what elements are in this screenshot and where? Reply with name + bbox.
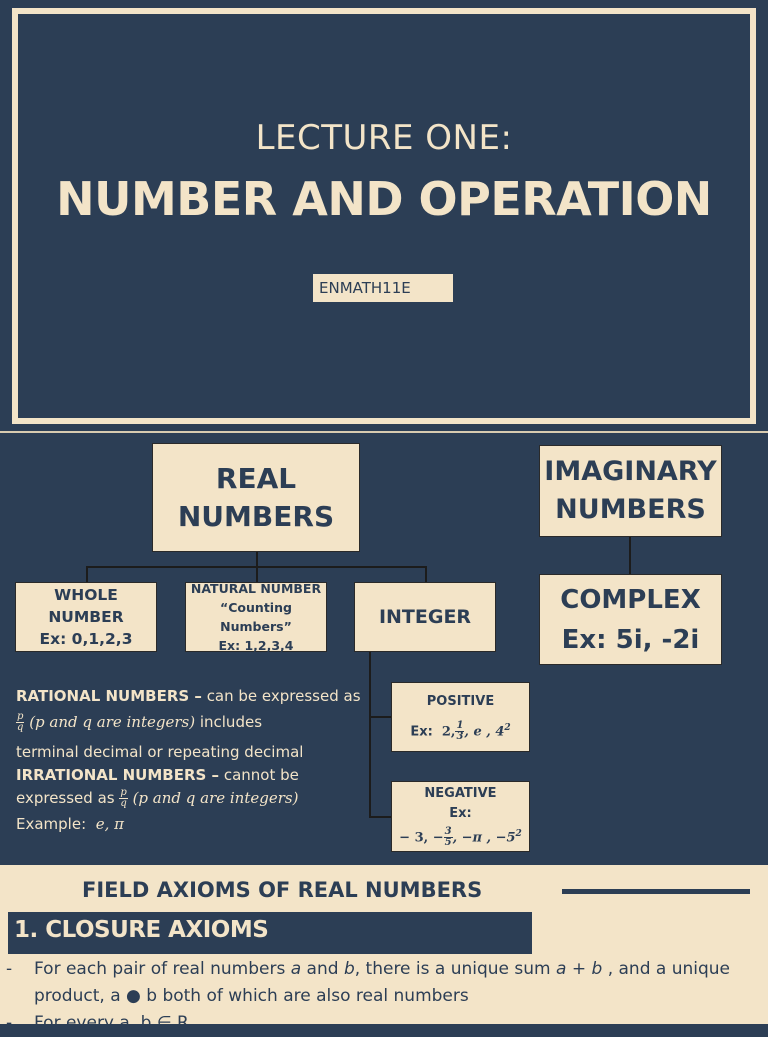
connector-complex [629, 537, 631, 574]
expressed-as-text: expressed as [16, 789, 115, 807]
example-line [16, 811, 366, 837]
irrational-line-1 [16, 765, 366, 785]
frac-q-2: q [120, 798, 127, 809]
negative-label: NEGATIVE [424, 786, 497, 801]
example-label: Example: [16, 815, 87, 833]
negative-box [391, 781, 530, 852]
terminal-decimal-text: terminal decimal or repeating decimal [16, 743, 304, 761]
positive-example [410, 715, 510, 745]
b1-sum-expr: a + b [556, 959, 603, 979]
negative-ex-sup: 2 [515, 829, 522, 839]
pq-condition: (p and q are integers) [29, 713, 196, 731]
whole-number-box [15, 582, 157, 652]
natural-line-1: NATURAL NUMBER [190, 581, 322, 596]
imaginary-line-2: NUMBERS [555, 494, 706, 525]
bullet-1-line-1 [34, 956, 764, 983]
b1-var-b: b [343, 959, 355, 979]
connector-negative [369, 816, 391, 818]
bullet-1-line-2: product, a ● b both of which are also real numbers [34, 986, 469, 1006]
closure-axioms-title: 1. CLOSURE AXIOMS [14, 917, 269, 943]
whole-line-1: WHOLE [54, 586, 118, 604]
negative-frac-num: 3 [444, 826, 452, 838]
irrational-desc: cannot be [219, 766, 299, 784]
pq-condition-2: (p and q are integers) [132, 789, 299, 807]
natural-number-box [185, 582, 327, 652]
integer-label: INTEGER [378, 606, 472, 628]
frac-p: p [17, 711, 24, 722]
connector-positive [369, 716, 391, 718]
real-line-1: REAL [215, 461, 297, 495]
negative-frac-den: 5 [444, 837, 452, 849]
lecture-title: NUMBER AND OPERATION [56, 172, 712, 226]
complex-box [539, 574, 722, 665]
b1-rest: , and a unique [602, 959, 731, 979]
connector-whole [86, 566, 88, 582]
positive-label: POSITIVE [426, 693, 495, 709]
closure-bullet-1 [34, 956, 764, 1010]
lecture-number: LECTURE ONE: [255, 118, 513, 158]
positive-ex-sup: 2 [504, 722, 511, 733]
negative-ex-a: − 3, − [399, 830, 444, 846]
frac-p-2: p [120, 787, 127, 798]
whole-line-2: NUMBER [48, 608, 124, 626]
heading-rule [562, 889, 750, 894]
positive-box [391, 682, 530, 752]
rational-desc: can be expressed as [201, 687, 361, 705]
real-numbers-box [152, 443, 360, 552]
positive-ex-b: , e , 4 [464, 724, 505, 740]
rational-text-block [16, 683, 366, 837]
whole-example: Ex: 0,1,2,3 [39, 630, 133, 648]
complex-label: COMPLEX [560, 584, 701, 615]
imaginary-numbers-box [539, 445, 722, 537]
positive-frac-den: 3 [456, 731, 464, 743]
rational-line-1 [16, 683, 366, 709]
connector-integer [425, 566, 427, 582]
irrational-line-2 [16, 785, 366, 811]
field-axioms-heading: FIELD AXIOMS OF REAL NUMBERS [82, 878, 483, 902]
closure-bullet-2: For every a, b ∈ R [34, 1013, 189, 1033]
real-line-2: NUMBERS [177, 499, 335, 533]
b1-and: and [301, 959, 344, 979]
connector-real-down [256, 552, 258, 567]
b1-var-a: a [290, 959, 302, 979]
positive-ex-prefix: Ex: [410, 724, 433, 740]
negative-ex-b: , −π , −5 [452, 830, 516, 846]
connector-integer-down [369, 652, 371, 817]
positive-frac-num: 1 [456, 720, 464, 732]
imaginary-line-1: IMAGINARY [544, 456, 717, 487]
pq-fraction-2 [119, 788, 127, 809]
negative-ex-prefix: Ex: [449, 806, 472, 821]
rational-label: RATIONAL NUMBERS – [16, 687, 202, 705]
b1-sum: , there is a unique sum [354, 959, 557, 979]
rational-line-2 [16, 709, 366, 735]
pq-fraction [16, 712, 24, 733]
example-values: e, π [95, 815, 124, 833]
includes-text: includes [195, 713, 263, 731]
complex-example: Ex: 5i, -2i [561, 624, 700, 655]
b1-text-a: For each pair of real numbers [34, 959, 291, 979]
bullet-marker-2: - [6, 1013, 13, 1033]
integer-box [354, 582, 496, 652]
natural-line-2: “Counting Numbers” [220, 600, 292, 634]
frac-q: q [17, 722, 24, 733]
course-code-badge: ENMATH11E [313, 274, 453, 302]
irrational-label: IRRATIONAL NUMBERS – [16, 766, 220, 784]
natural-example: Ex: 1,2,3,4 [218, 638, 294, 653]
positive-ex-a: 2, [441, 724, 456, 740]
negative-frac [444, 827, 453, 848]
bullet-marker-1: - [6, 959, 13, 979]
negative-example [399, 824, 522, 848]
